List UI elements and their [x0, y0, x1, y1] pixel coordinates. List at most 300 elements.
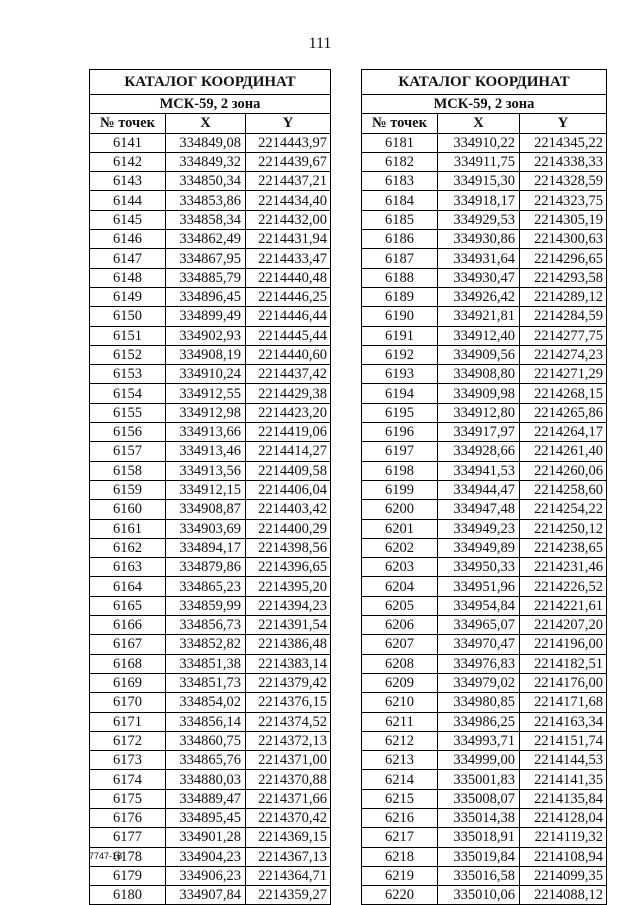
x-coordinate-cell: 334912,98	[166, 403, 246, 422]
y-coordinate-cell: 2214432,00	[246, 210, 331, 229]
table-row	[90, 693, 331, 712]
y-coordinate-cell: 2214433,47	[246, 249, 331, 268]
x-coordinate-cell: 334950,33	[438, 558, 520, 577]
y-coordinate-cell: 2214128,04	[520, 808, 607, 827]
coordinate-catalog-table-right	[361, 69, 607, 905]
table-row	[90, 307, 331, 326]
table-row	[362, 403, 607, 422]
y-coordinate-cell: 2214374,52	[246, 712, 331, 731]
table-row	[90, 847, 331, 866]
table-row	[362, 808, 607, 827]
table-row	[90, 635, 331, 654]
point-number-cell: 6193	[362, 365, 438, 384]
point-number-cell: 6160	[90, 500, 166, 519]
x-coordinate-cell: 334911,75	[438, 152, 520, 171]
x-coordinate-cell: 334896,45	[166, 287, 246, 306]
y-coordinate-cell: 2214396,65	[246, 558, 331, 577]
y-coordinate-cell: 2214226,52	[520, 577, 607, 596]
x-coordinate-cell: 334907,84	[166, 886, 246, 905]
point-number-cell: 6176	[90, 808, 166, 827]
point-number-cell: 6152	[90, 345, 166, 364]
x-coordinate-cell: 334965,07	[438, 616, 520, 635]
table-row	[90, 345, 331, 364]
x-coordinate-cell: 334895,45	[166, 808, 246, 827]
point-number-cell: 6154	[90, 384, 166, 403]
y-coordinate-cell: 2214289,12	[520, 287, 607, 306]
table-row	[90, 133, 331, 152]
table-row	[90, 152, 331, 171]
point-number-cell: 6204	[362, 577, 438, 596]
table-row	[90, 558, 331, 577]
table-row	[90, 423, 331, 442]
x-coordinate-cell: 335008,07	[438, 789, 520, 808]
y-coordinate-cell: 2214264,17	[520, 423, 607, 442]
table-row	[362, 423, 607, 442]
y-coordinate-cell: 2214323,75	[520, 191, 607, 210]
x-coordinate-cell: 334918,17	[438, 191, 520, 210]
y-coordinate-cell: 2214207,20	[520, 616, 607, 635]
y-coordinate-cell: 2214395,20	[246, 577, 331, 596]
x-coordinate-cell: 334854,02	[166, 693, 246, 712]
point-number-cell: 6182	[362, 152, 438, 171]
y-coordinate-cell: 2214221,61	[520, 596, 607, 615]
point-number-cell: 6218	[362, 847, 438, 866]
point-number-cell: 6190	[362, 307, 438, 326]
point-number-cell: 6172	[90, 731, 166, 750]
table-row	[90, 287, 331, 306]
y-coordinate-cell: 2214446,44	[246, 307, 331, 326]
document-code: 7747-18	[89, 851, 123, 861]
point-number-cell: 6205	[362, 596, 438, 615]
x-coordinate-cell: 334858,34	[166, 210, 246, 229]
x-coordinate-cell: 334912,40	[438, 326, 520, 345]
point-number-cell: 6159	[90, 480, 166, 499]
point-number-cell: 6141	[90, 133, 166, 152]
point-number-cell: 6216	[362, 808, 438, 827]
point-number-cell: 6215	[362, 789, 438, 808]
table-row	[90, 616, 331, 635]
point-number-cell: 6167	[90, 635, 166, 654]
x-coordinate-cell: 335001,83	[438, 770, 520, 789]
point-number-cell: 6150	[90, 307, 166, 326]
table-row	[90, 191, 331, 210]
point-number-cell: 6213	[362, 751, 438, 770]
y-coordinate-cell: 2214231,46	[520, 558, 607, 577]
table-row	[90, 172, 331, 191]
y-coordinate-cell: 2214446,25	[246, 287, 331, 306]
table-row	[362, 230, 607, 249]
x-coordinate-cell: 334908,87	[166, 500, 246, 519]
y-coordinate-cell: 2214376,15	[246, 693, 331, 712]
table-row	[362, 770, 607, 789]
x-coordinate-cell: 334926,42	[438, 287, 520, 306]
x-coordinate-cell: 334856,73	[166, 616, 246, 635]
point-number-cell: 6194	[362, 384, 438, 403]
y-coordinate-cell: 2214099,35	[520, 866, 607, 885]
point-number-cell: 6164	[90, 577, 166, 596]
y-coordinate-cell: 2214431,94	[246, 230, 331, 249]
y-coordinate-cell: 2214265,86	[520, 403, 607, 422]
table-row	[90, 828, 331, 847]
point-number-cell: 6187	[362, 249, 438, 268]
point-number-cell: 6177	[90, 828, 166, 847]
x-coordinate-cell: 334993,71	[438, 731, 520, 750]
table-row	[362, 500, 607, 519]
x-coordinate-cell: 334862,49	[166, 230, 246, 249]
y-coordinate-cell: 2214119,32	[520, 828, 607, 847]
y-coordinate-cell: 2214414,27	[246, 442, 331, 461]
table-row	[362, 326, 607, 345]
table-row	[362, 654, 607, 673]
table-row	[90, 365, 331, 384]
point-number-cell: 6210	[362, 693, 438, 712]
x-coordinate-cell: 334912,55	[166, 384, 246, 403]
y-coordinate-cell: 2214196,00	[520, 635, 607, 654]
point-number-cell: 6207	[362, 635, 438, 654]
point-number-cell: 6209	[362, 673, 438, 692]
x-coordinate-cell: 335010,06	[438, 886, 520, 905]
y-coordinate-cell: 2214445,44	[246, 326, 331, 345]
y-coordinate-cell: 2214293,58	[520, 268, 607, 287]
y-coordinate-cell: 2214423,20	[246, 403, 331, 422]
table-row	[90, 519, 331, 538]
point-number-cell: 6208	[362, 654, 438, 673]
x-coordinate-cell: 334909,56	[438, 345, 520, 364]
y-coordinate-cell: 2214437,42	[246, 365, 331, 384]
x-coordinate-cell: 334904,23	[166, 847, 246, 866]
point-number-cell: 6161	[90, 519, 166, 538]
point-number-cell: 6214	[362, 770, 438, 789]
point-number-cell: 6145	[90, 210, 166, 229]
y-coordinate-cell: 2214369,15	[246, 828, 331, 847]
table-row	[362, 828, 607, 847]
table-row	[90, 866, 331, 885]
table-row	[90, 577, 331, 596]
point-number-cell: 6203	[362, 558, 438, 577]
point-number-cell: 6175	[90, 789, 166, 808]
point-number-cell: 6202	[362, 538, 438, 557]
point-number-cell: 6163	[90, 558, 166, 577]
table-row	[362, 712, 607, 731]
x-coordinate-cell: 334901,28	[166, 828, 246, 847]
y-coordinate-cell: 2214305,19	[520, 210, 607, 229]
point-number-cell: 6181	[362, 133, 438, 152]
table-row	[90, 403, 331, 422]
y-coordinate-cell: 2214260,06	[520, 461, 607, 480]
point-number-cell: 6144	[90, 191, 166, 210]
y-coordinate-cell: 2214182,51	[520, 654, 607, 673]
point-number-cell: 6178	[90, 847, 166, 866]
x-coordinate-cell: 334879,86	[166, 558, 246, 577]
x-coordinate-cell: 334853,86	[166, 191, 246, 210]
point-number-cell: 6146	[90, 230, 166, 249]
y-coordinate-cell: 2214419,06	[246, 423, 331, 442]
x-coordinate-cell: 334902,93	[166, 326, 246, 345]
x-coordinate-cell: 334928,66	[438, 442, 520, 461]
table-row	[90, 770, 331, 789]
table-row	[90, 751, 331, 770]
x-coordinate-cell: 334852,82	[166, 635, 246, 654]
point-number-cell: 6211	[362, 712, 438, 731]
x-coordinate-cell: 334970,47	[438, 635, 520, 654]
point-number-cell: 6168	[90, 654, 166, 673]
x-coordinate-cell: 335019,84	[438, 847, 520, 866]
y-coordinate-cell: 2214370,42	[246, 808, 331, 827]
y-coordinate-cell: 2214434,40	[246, 191, 331, 210]
y-coordinate-cell: 2214409,58	[246, 461, 331, 480]
x-coordinate-cell: 334849,32	[166, 152, 246, 171]
point-number-cell: 6153	[90, 365, 166, 384]
x-coordinate-cell: 334851,73	[166, 673, 246, 692]
point-number-cell: 6183	[362, 172, 438, 191]
x-coordinate-cell: 334986,25	[438, 712, 520, 731]
column-header-x: X	[166, 114, 246, 133]
point-number-cell: 6217	[362, 828, 438, 847]
table-row	[362, 133, 607, 152]
table-row	[90, 654, 331, 673]
x-coordinate-cell: 334908,80	[438, 365, 520, 384]
catalog-rows	[90, 133, 331, 905]
table-row	[362, 616, 607, 635]
y-coordinate-cell: 2214394,23	[246, 596, 331, 615]
y-coordinate-cell: 2214151,74	[520, 731, 607, 750]
x-coordinate-cell: 334885,79	[166, 268, 246, 287]
point-number-cell: 6212	[362, 731, 438, 750]
point-number-cell: 6188	[362, 268, 438, 287]
table-row	[90, 268, 331, 287]
table-row	[362, 673, 607, 692]
x-coordinate-cell: 334912,80	[438, 403, 520, 422]
coordinate-catalog-table-left	[89, 69, 331, 905]
catalog-rows	[362, 133, 607, 905]
table-row	[362, 442, 607, 461]
y-coordinate-cell: 2214108,94	[520, 847, 607, 866]
table-row	[90, 480, 331, 499]
y-coordinate-cell: 2214439,67	[246, 152, 331, 171]
y-coordinate-cell: 2214440,48	[246, 268, 331, 287]
catalog-title: КАТАЛОГ КООРДИНАТ	[362, 70, 607, 95]
table-row	[362, 287, 607, 306]
point-number-cell: 6189	[362, 287, 438, 306]
point-number-cell: 6200	[362, 500, 438, 519]
point-number-cell: 6170	[90, 693, 166, 712]
y-coordinate-cell: 2214437,21	[246, 172, 331, 191]
table-row	[90, 712, 331, 731]
y-coordinate-cell: 2214268,15	[520, 384, 607, 403]
y-coordinate-cell: 2214258,60	[520, 480, 607, 499]
y-coordinate-cell: 2214088,12	[520, 886, 607, 905]
table-row	[90, 500, 331, 519]
x-coordinate-cell: 334865,76	[166, 751, 246, 770]
point-number-cell: 6180	[90, 886, 166, 905]
table-row	[362, 191, 607, 210]
x-coordinate-cell: 334915,30	[438, 172, 520, 191]
x-coordinate-cell: 334912,15	[166, 480, 246, 499]
x-coordinate-cell: 334930,86	[438, 230, 520, 249]
column-header-point-number: № точек	[90, 114, 166, 133]
y-coordinate-cell: 2214284,59	[520, 307, 607, 326]
table-row	[90, 789, 331, 808]
table-row	[362, 307, 607, 326]
column-header-y: Y	[520, 114, 607, 133]
y-coordinate-cell: 2214274,23	[520, 345, 607, 364]
x-coordinate-cell: 334865,23	[166, 577, 246, 596]
x-coordinate-cell: 334913,66	[166, 423, 246, 442]
y-coordinate-cell: 2214296,65	[520, 249, 607, 268]
point-number-cell: 6155	[90, 403, 166, 422]
table-row	[90, 210, 331, 229]
y-coordinate-cell: 2214364,71	[246, 866, 331, 885]
y-coordinate-cell: 2214379,42	[246, 673, 331, 692]
table-row	[90, 538, 331, 557]
x-coordinate-cell: 334889,47	[166, 789, 246, 808]
y-coordinate-cell: 2214163,34	[520, 712, 607, 731]
x-coordinate-cell: 334944,47	[438, 480, 520, 499]
table-row	[362, 345, 607, 364]
table-row	[362, 152, 607, 171]
point-number-cell: 6156	[90, 423, 166, 442]
y-coordinate-cell: 2214328,59	[520, 172, 607, 191]
y-coordinate-cell: 2214443,97	[246, 133, 331, 152]
x-coordinate-cell: 334851,38	[166, 654, 246, 673]
table-row	[90, 249, 331, 268]
point-number-cell: 6142	[90, 152, 166, 171]
y-coordinate-cell: 2214238,65	[520, 538, 607, 557]
x-coordinate-cell: 334951,96	[438, 577, 520, 596]
point-number-cell: 6173	[90, 751, 166, 770]
point-number-cell: 6192	[362, 345, 438, 364]
y-coordinate-cell: 2214250,12	[520, 519, 607, 538]
x-coordinate-cell: 334954,84	[438, 596, 520, 615]
point-number-cell: 6148	[90, 268, 166, 287]
table-row	[362, 577, 607, 596]
table-row	[90, 731, 331, 750]
table-row	[362, 249, 607, 268]
point-number-cell: 6186	[362, 230, 438, 249]
x-coordinate-cell: 334856,14	[166, 712, 246, 731]
table-row	[362, 210, 607, 229]
point-number-cell: 6219	[362, 866, 438, 885]
x-coordinate-cell: 334903,69	[166, 519, 246, 538]
point-number-cell: 6185	[362, 210, 438, 229]
x-coordinate-cell: 334999,00	[438, 751, 520, 770]
x-coordinate-cell: 334947,48	[438, 500, 520, 519]
x-coordinate-cell: 334921,81	[438, 307, 520, 326]
y-coordinate-cell: 2214135,84	[520, 789, 607, 808]
x-coordinate-cell: 334909,98	[438, 384, 520, 403]
y-coordinate-cell: 2214406,04	[246, 480, 331, 499]
x-coordinate-cell: 334849,08	[166, 133, 246, 152]
x-coordinate-cell: 334941,53	[438, 461, 520, 480]
point-number-cell: 6201	[362, 519, 438, 538]
y-coordinate-cell: 2214171,68	[520, 693, 607, 712]
table-row	[362, 519, 607, 538]
x-coordinate-cell: 334917,97	[438, 423, 520, 442]
point-number-cell: 6184	[362, 191, 438, 210]
point-number-cell: 6195	[362, 403, 438, 422]
point-number-cell: 6158	[90, 461, 166, 480]
table-row	[90, 461, 331, 480]
x-coordinate-cell: 334929,53	[438, 210, 520, 229]
table-row	[362, 693, 607, 712]
point-number-cell: 6149	[90, 287, 166, 306]
table-row	[362, 558, 607, 577]
x-coordinate-cell: 335014,38	[438, 808, 520, 827]
y-coordinate-cell: 2214176,00	[520, 673, 607, 692]
table-row	[90, 596, 331, 615]
page-number: 111	[308, 35, 332, 52]
point-number-cell: 6166	[90, 616, 166, 635]
table-row	[362, 365, 607, 384]
point-number-cell: 6151	[90, 326, 166, 345]
y-coordinate-cell: 2214367,13	[246, 847, 331, 866]
y-coordinate-cell: 2214261,40	[520, 442, 607, 461]
point-number-cell: 6196	[362, 423, 438, 442]
table-row	[362, 384, 607, 403]
y-coordinate-cell: 2214371,00	[246, 751, 331, 770]
y-coordinate-cell: 2214271,29	[520, 365, 607, 384]
table-row	[362, 635, 607, 654]
y-coordinate-cell: 2214403,42	[246, 500, 331, 519]
point-number-cell: 6179	[90, 866, 166, 885]
y-coordinate-cell: 2214372,13	[246, 731, 331, 750]
coordinate-system-zone: МСК-59, 2 зона	[90, 95, 331, 114]
x-coordinate-cell: 334913,56	[166, 461, 246, 480]
point-number-cell: 6162	[90, 538, 166, 557]
x-coordinate-cell: 334894,17	[166, 538, 246, 557]
table-row	[362, 538, 607, 557]
table-row	[90, 326, 331, 345]
column-header-point-number: № точек	[362, 114, 438, 133]
table-row	[90, 673, 331, 692]
table-row	[90, 230, 331, 249]
y-coordinate-cell: 2214254,22	[520, 500, 607, 519]
y-coordinate-cell: 2214440,60	[246, 345, 331, 364]
x-coordinate-cell: 334899,49	[166, 307, 246, 326]
y-coordinate-cell: 2214141,35	[520, 770, 607, 789]
table-row	[90, 384, 331, 403]
x-coordinate-cell: 334910,24	[166, 365, 246, 384]
x-coordinate-cell: 335016,58	[438, 866, 520, 885]
table-row	[90, 886, 331, 905]
x-coordinate-cell: 334859,99	[166, 596, 246, 615]
table-row	[362, 596, 607, 615]
point-number-cell: 6206	[362, 616, 438, 635]
x-coordinate-cell: 334949,89	[438, 538, 520, 557]
point-number-cell: 6199	[362, 480, 438, 499]
y-coordinate-cell: 2214277,75	[520, 326, 607, 345]
x-coordinate-cell: 334980,85	[438, 693, 520, 712]
x-coordinate-cell: 334908,19	[166, 345, 246, 364]
point-number-cell: 6143	[90, 172, 166, 191]
x-coordinate-cell: 334880,03	[166, 770, 246, 789]
y-coordinate-cell: 2214391,54	[246, 616, 331, 635]
x-coordinate-cell: 334913,46	[166, 442, 246, 461]
point-number-cell: 6197	[362, 442, 438, 461]
table-row	[362, 751, 607, 770]
table-row	[362, 886, 607, 905]
x-coordinate-cell: 334910,22	[438, 133, 520, 152]
x-coordinate-cell: 335018,91	[438, 828, 520, 847]
table-row	[362, 268, 607, 287]
x-coordinate-cell: 334906,23	[166, 866, 246, 885]
x-coordinate-cell: 334976,83	[438, 654, 520, 673]
table-row	[362, 866, 607, 885]
x-coordinate-cell: 334860,75	[166, 731, 246, 750]
x-coordinate-cell: 334979,02	[438, 673, 520, 692]
x-coordinate-cell: 334850,34	[166, 172, 246, 191]
point-number-cell: 6220	[362, 886, 438, 905]
